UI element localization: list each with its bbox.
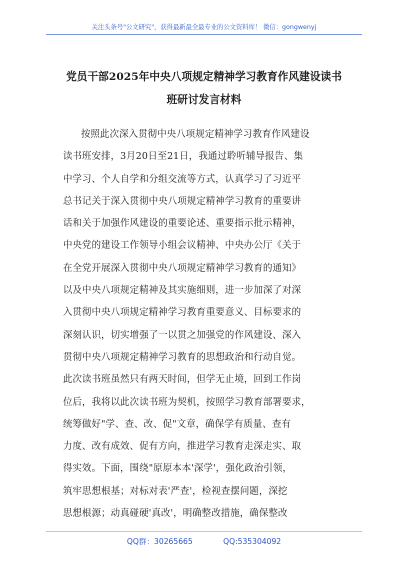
body-line: 贯彻中央八项规定精神学习教育的思想政治和行动自觉。 [63,351,302,363]
body-line: 筑牢思想根基；对标对表'严查'，检视查摆问题，深挖 [63,485,288,497]
footer-divider [46,531,362,532]
header-note: 关注头条号"公文研究"，获得最新最全最专业的公文资料库！ 微信：gongwenyj [91,24,317,31]
body-line: 得实效。下面，围绕"原原本本'深学'，强化政治引领， [63,463,292,475]
body-line: 统筹做好"学、查、改、促"文章，确保学有质量、查有 [63,418,292,430]
body-line: 在全党开展深入贯彻中央八项规定精神学习教育的通知》 [63,262,302,274]
body-line: 中央党的建设工作领导小组会议精神、中央办公厅《关于 [63,240,302,252]
body-line: 力度、改有成效、促有方向，推进学习教育走深走实、取 [63,441,302,453]
body-line: 深刻认识，切实增强了一以贯之加强党的作风建设、深入 [63,329,302,341]
header-divider [46,34,362,35]
body-line: 思想根源；动真碰硬'真改'，明确整改措施，确保整改 [63,508,288,520]
footer-contact [0,536,408,547]
footer-qq-group: QQ群：30265665 [126,537,193,546]
body-line: 话和关于加强作风建设的重要论述、重要指示批示精神， [63,218,302,230]
footer-qq-number: QQ:535304092 [223,537,282,546]
body-text [63,124,346,525]
body-line: 读书班安排，3月20日至21日，我通过聆听辅导报告、集 [63,151,304,163]
document-title [44,66,364,112]
body-line: 按照此次深入贯彻中央八项规定精神学习教育作风建设 [81,129,310,140]
body-line: 以及中央八项规定精神及其实施细则，进一步加深了对深 [63,285,302,297]
body-line: 位后，我将以此次读书班为契机，按照学习教育部署要求， [63,396,311,408]
title-line-2: 班研讨发言材料 [166,94,242,106]
body-line: 此次读书班虽然只有两天时间，但学无止境，回到工作岗 [63,374,302,386]
title-line-1: 党员干部2025年中央八项规定精神学习教育作风建设读书 [66,71,342,83]
body-line: 中学习、个人自学和分组交流等方式，认真学习了习近平 [63,173,302,185]
body-line: 入贯彻中央八项规定精神学习教育重要意义、目标要求的 [63,307,302,319]
body-line: 总书记关于深入贯彻中央八项规定精神学习教育的重要讲 [63,195,302,207]
